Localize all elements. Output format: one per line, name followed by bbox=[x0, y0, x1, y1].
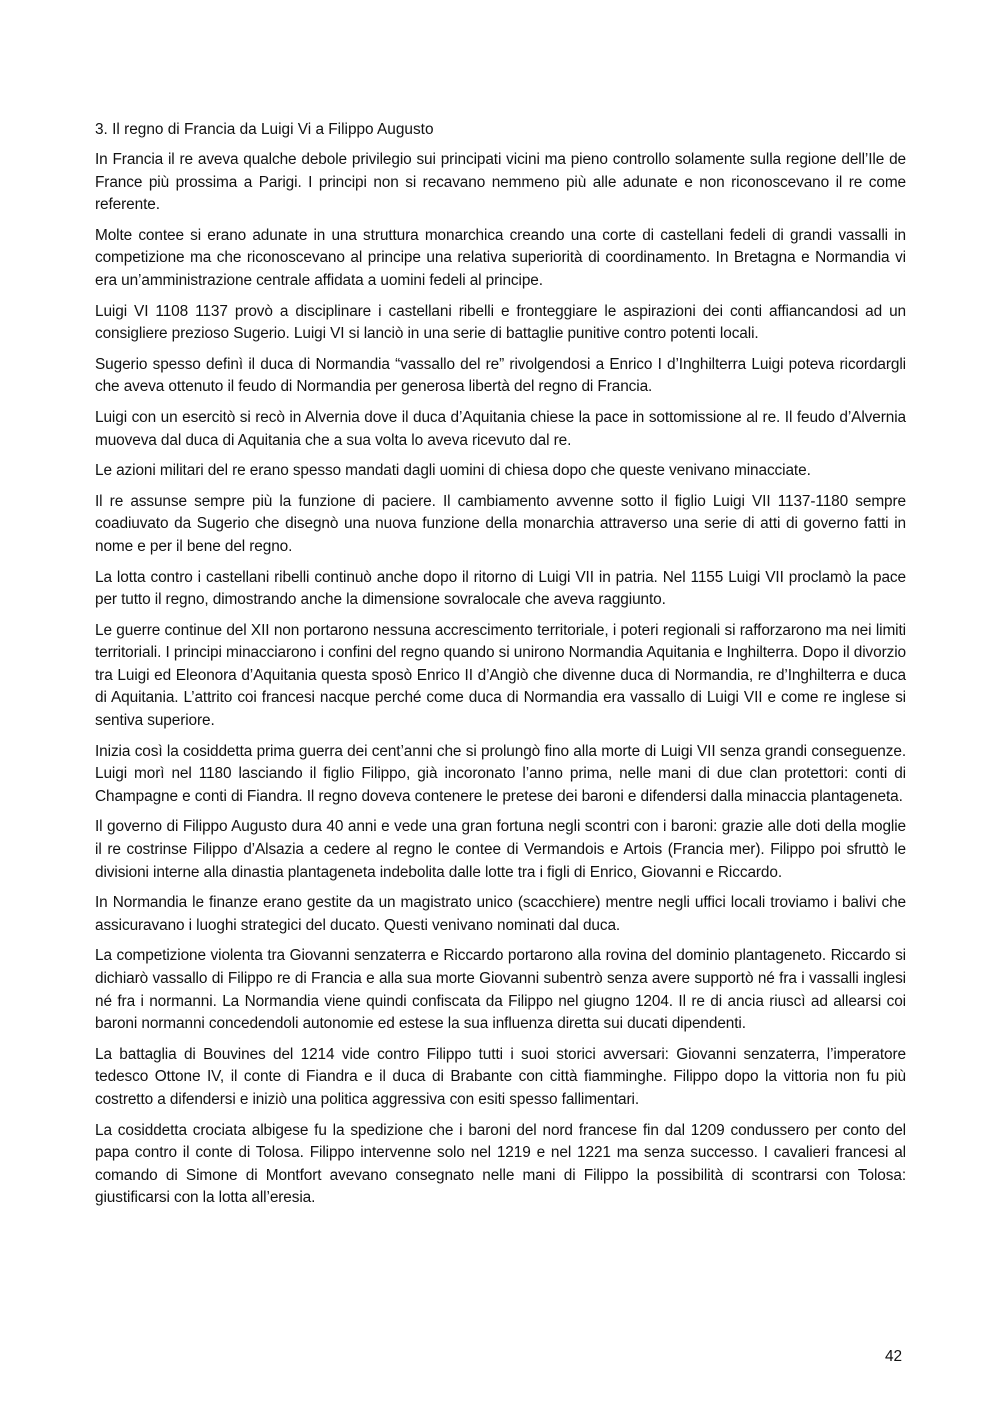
paragraph-15: La cosiddetta crociata albigese fu la spedizione che i baroni del nord francese fin dal 1209 condussero per conto del papa contro il conte di Tolosa. Filippo intervenne solo nel 1219 e nel 1221 ma senza successo. I cavalieri francesi al comando di Simone di Montfort avevano consegnato nelle mani di Filippo la possibilità di scontrarsi con Tolosa: giustificarsi con la lotta all’eresia. bbox=[95, 1121, 906, 1207]
paragraph-7: Il re assunse sempre più la funzione di paciere. Il cambiamento avvenne sotto il figlio Luigi VII 1137-1180 sempre coadiuvato da Sugerio che disegnò una nuova funzione della monarchia attraverso una serie di atti di governo fatti in nome e per il bene del regno. bbox=[95, 492, 906, 555]
paragraph-13: La competizione violenta tra Giovanni senzaterra e Riccardo portarono alla rovina del dominio plantageneto. Riccardo si dichiarò vassallo di Filippo re di Francia e alla sua morte Giovanni subentrò senza avere supportò né fra i vassalli inglesi né fra i normanni. La Normandia viene quindi confiscata da Filippo nel giugno 1204. Il re di ancia riuscì ad allearsi coi baroni normanni concedendoli autonomie ed estese la sua influenza diretta sui ducati dipendenti. bbox=[95, 947, 906, 1033]
paragraph-5: Luigi con un esercitò si recò in Alvernia dove il duca d’Aquitania chiese la pace in sottomissione al re. Il feudo d’Alvernia muoveva dal duca di Aquitania che a sua volta lo aveva ricevuto dal re. bbox=[95, 408, 906, 449]
page-number: 42 bbox=[885, 1348, 903, 1365]
paragraph-8: La lotta contro i castellani ribelli continuò anche dopo il ritorno di Luigi VII in patria. Nel 1155 Luigi VII proclamò la pace per tutto il regno, dimostrando anche la dimensione sovralocale che aveva raggiunto. bbox=[95, 568, 906, 609]
paragraph-12: In Normandia le finanze erano gestite da un magistrato unico (scacchiere) mentre negli uffici locali troviamo i balivi che assicuravano i luoghi strategici del ducato. Questi venivano nominati dal duca. bbox=[95, 894, 906, 934]
section-heading: 3. Il regno di Francia da Luigi Vi a Filippo Augusto bbox=[95, 121, 434, 138]
page-body bbox=[95, 118, 906, 1218]
paragraph-6: Le azioni militari del re erano spesso mandati dagli uomini di chiesa dopo che queste venivano minacciate. bbox=[95, 462, 811, 480]
paragraph-10: Inizia così la cosiddetta prima guerra dei cent’anni che si prolungò fino alla morte di Luigi VII senza grandi conseguenze. Luigi morì nel 1180 lasciando il figlio Filippo, già incoronato l’anno prima, nelle mani di due clan protettori: conti di Champagne e conti di Fiandra. Il regno doveva contenere le pretese dei baroni e difendersi dalla minaccia plantageneta. bbox=[95, 742, 906, 805]
paragraph-11: Il governo di Filippo Augusto dura 40 anni e vede una gran fortuna negli scontri con i baroni: grazie alle doti della moglie il re costrinse Filippo d’Alsazia a cedere al regno le contee di Vermandois e Artois (Francia mer). Filippo poi sfruttò le divisioni interne alla dinastia plantageneta indebolita dalle lotte tra i figli di Enrico, Giovanni e Riccardo. bbox=[95, 818, 906, 881]
paragraph-9: Le guerre continue del XII non portarono nessuna accrescimento territoriale, i poteri regionali si rafforzarono ma nei limiti territoriali. I principi minacciarono i confini del regno quando si unirono Normandia Aquitania e Inghilterra. Dopo il divorzio tra Luigi ed Eleonora d’Aquitania questa sposò Enrico II d’Angiò che divenne duca di Normandia, re d’Inghilterra e duca di Aquitania. L’attrito coi francesi nacque perché come duca di Normandia era vassallo di Luigi VII e come re inglese si sentiva superiore. bbox=[95, 621, 906, 730]
paragraph-14: La battaglia di Bouvines del 1214 vide contro Filippo tutti i suoi storici avversari: Giovanni senzaterra, l’imperatore tedesco Ottone IV, il conte di Fiandra e il duca di Brabante con città fiamminghe. Filippo dopo la vittoria non fu più costretto a difendersi e iniziò una politica aggressiva con esiti spesso fallimentari. bbox=[95, 1045, 906, 1108]
paragraph-1: In Francia il re aveva qualche debole privilegio sui principati vicini ma pieno controllo solamente sulla regione dell’Ile de France più prossima a Parigi. I principi non si recavano nemmeno più alle adunate e non riconoscevano il re come referente. bbox=[95, 151, 906, 214]
paragraph-2: Molte contee si erano adunate in una struttura monarchica creando una corte di castellani fedeli di grandi vassalli in competizione ma che riconoscevano al principe una relativa superiorità di coordinamento. In Bretagna e Normandia vi era un’amministrazione centrale affidata a uomini fedeli al principe. bbox=[95, 226, 906, 289]
paragraph-3: Luigi VI 1108 1137 provò a disciplinare i castellani ribelli e fronteggiare le aspirazioni dei conti affiancandosi ad un consigliere prezioso Sugerio. Luigi VI si lanciò in una serie di battaglie punitive contro potenti locali. bbox=[95, 302, 906, 343]
paragraph-4: Sugerio spesso definì il duca di Normandia “vassallo del re” rivolgendosi a Enrico I d’Inghilterra Luigi poteva ricordargli che aveva ottenuto il feudo di Normandia per generosa libertà del regno di Francia. bbox=[95, 355, 906, 396]
